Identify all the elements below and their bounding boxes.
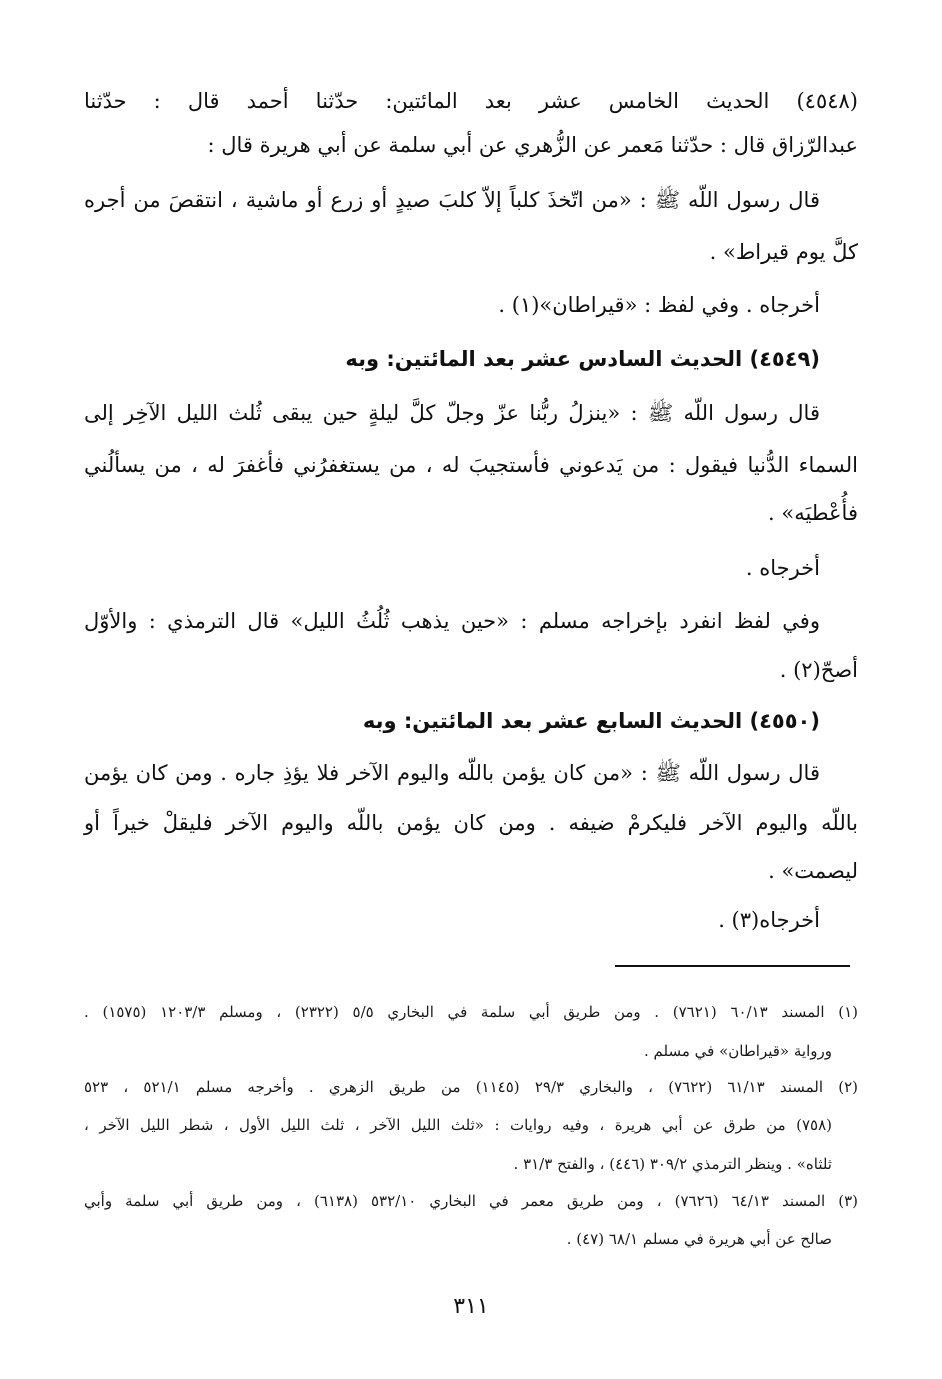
footnote-2-line-3: ثلثاه» . وينظر الترمذي ٣٠٩/٢ (٤٤٦) ، والفتح ٣١/٣ .: [513, 1155, 832, 1173]
page-number: ٣١١: [453, 1294, 489, 1319]
hadith-4548-takhrij-line: أخرجاه . وفي لفظ : «قيراطان»(١) .: [498, 293, 820, 317]
hadith-4549-note-line-2: أصحّ(٢) .: [779, 658, 858, 682]
hadith-4549-matn-line-2: السماء الدُّنيا فيقول : من يَدعوني فأستجيبَ له ، من يستغفرُني فأغفرَ له ، من يسألُني: [84, 453, 858, 477]
hadith-4548-matn-line-1: قال رسول اللّه ﷺ : «من اتّخذَ كلباً إلاّ كلبَ صيدٍ أو زرع أو ماشية ، انتقصَ من أجره: [84, 188, 820, 212]
hadith-4549-note-line-1: وفي لفظ انفرد بإخراجه مسلم : «حين يذهب ثُلُثُ الليل» قال الترمذي : والأوّل: [84, 609, 820, 633]
hadith-4550-matn-line-3: ليصمت» .: [768, 859, 858, 883]
hadith-4548-heading-line: (٤٥٤٨) الحديث الخامس عشر بعد المائتين: حدّثنا أحمد قال : حدّثنا: [84, 89, 858, 113]
hadith-4549-matn-line-1: قال رسول اللّه ﷺ : «ينزلُ ربُّنا عزّ وجلّ كلَّ ليلةٍ حين يبقى ثُلث الليل الآخِر إلى: [84, 401, 820, 425]
footnote-2-line-1: (٢) المسند ٦١/١٣ (٧٦٢٢) ، والبخاري ٢٩/٣ (١١٤٥) من طريق الزهري . وأخرجه مسلم ٥٢١/١ ، ٥٢٣: [84, 1078, 858, 1096]
footnote-1-line-1: (١) المسند ٦٠/١٣ (٧٦٢١) . ومن طريق أبي سلمة في البخاري ٥/٥ (٢٣٢٢) ، ومسلم ١٢٠٣/٣ (١٥٧٥) .: [84, 1003, 858, 1021]
footnote-1-line-2: ورواية «قيراطان» في مسلم .: [643, 1042, 832, 1060]
hadith-4549-heading: (٤٥٤٩) الحديث السادس عشر بعد المائتين: وبه: [345, 347, 820, 371]
footnote-3-line-2: صالح عن أبي هريرة في مسلم ٦٨/١ (٤٧) .: [566, 1230, 832, 1248]
hadith-4548-isnad-line: عبدالرّزاق قال : حدّثنا مَعمر عن الزُّهري عن أبي سلمة عن أبي هريرة قال :: [207, 133, 858, 157]
hadith-4550-heading: (٤٥٥٠) الحديث السابع عشر بعد المائتين: وبه: [362, 709, 820, 733]
hadith-4550-matn-line-2: باللّه واليوم الآخر فليكرمْ ضيفه . ومن كان يؤمن باللّه واليوم الآخر فليقلْ خيراً أو: [84, 811, 858, 835]
hadith-4548-matn-line-2: كلَّ يوم قيراط» .: [709, 240, 858, 264]
hadith-4549-takhrij-line: أخرجاه .: [745, 556, 820, 580]
hadith-4549-matn-line-3: فأُعْطيَه» .: [768, 501, 858, 525]
hadith-4550-matn-line-1: قال رسول اللّه ﷺ : «من كان يؤمن باللّه واليوم الآخر فلا يؤذِ جاره . ومن كان يؤمن: [84, 761, 820, 785]
footnote-separator: [615, 965, 850, 967]
footnote-3-line-1: (٣) المسند ٦٤/١٣ (٧٦٢٦) ، ومن طريق معمر في البخاري ٥٣٢/١٠ (٦١٣٨) ، ومن طريق أبي سلمة وأبي: [84, 1192, 858, 1210]
hadith-4550-takhrij-line: أخرجاه(٣) .: [718, 908, 820, 932]
footnote-2-line-2: (٧٥٨) من طرق عن أبي هريرة ، وفيه روايات : «ثلث الليل الآخر ، ثلث الليل الأول ، شطر الليل الآخر ،: [84, 1116, 832, 1134]
